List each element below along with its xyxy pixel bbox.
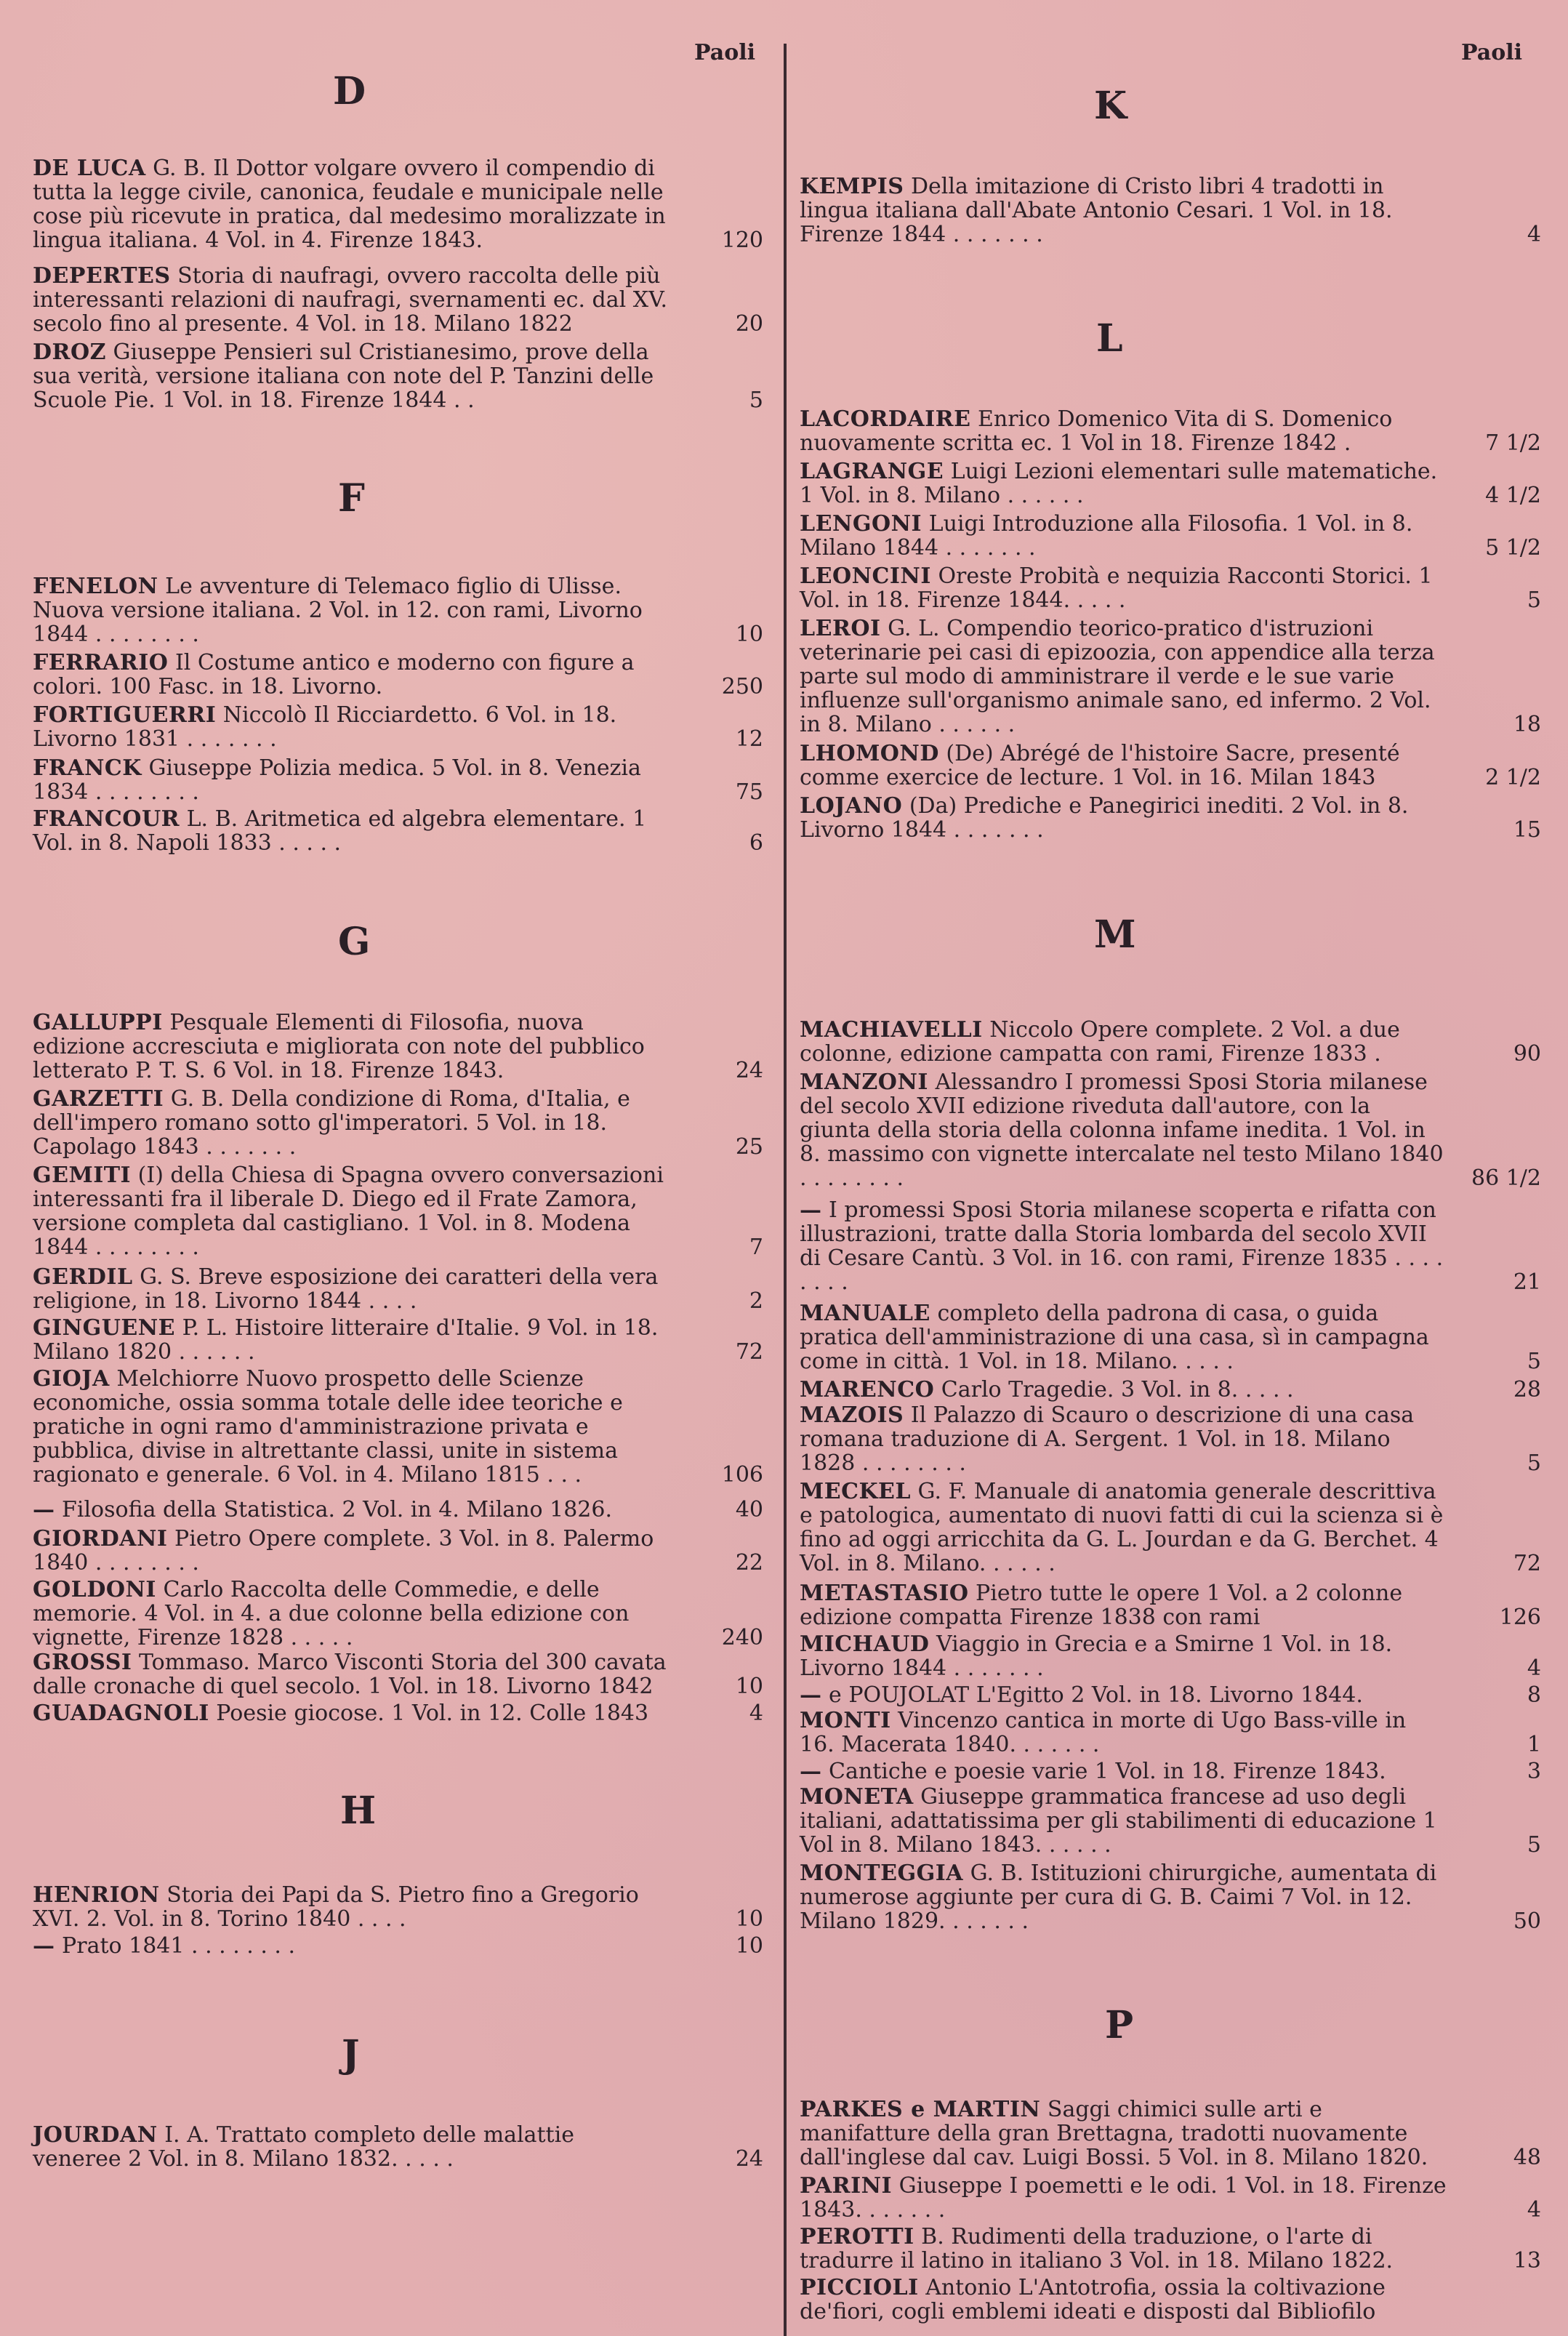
price-column-header: Paoli: [694, 40, 755, 65]
catalog-entry: MICHAUD Viaggio in Grecia e a Smirne 1 Vol. in 18. Livorno 1844 . . . . . . . 4: [800, 1631, 1541, 1681]
catalog-entry: MECKEL G. F. Manuale di anatomia generale descrittiva e patologica, aumentato di nuovi fatti di cui la scienza si è fino ad oggi arricchita da G. L. Jourdan e da G. Berchet. 4 Vol. in 8. Milano. . . . . . 72: [800, 1479, 1541, 1576]
catalog-entry: GINGUENE P. L. Histoire litteraire d'Italie. 9 Vol. in 18. Milano 1820 . . . . . . 72: [33, 1315, 763, 1365]
catalog-entry: — Cantiche e poesie varie 1 Vol. in 18. Firenze 1843. 3: [800, 1759, 1541, 1784]
catalog-entry: — Prato 1841 . . . . . . . . 10: [33, 1933, 763, 1959]
catalog-entry: GEMITI (I) della Chiesa di Spagna ovvero conversazioni interessanti fra il liberale D. Diego ed il Frate Zamora, versione completa dal castigliano. 1 Vol. in 8. Modena 1844 . . . . . . . . 7: [33, 1163, 763, 1260]
catalog-entry: DE LUCA G. B. Il Dottor volgare ovvero il compendio di tutta la legge civile, canonica, feudale e municipale nelle cose più ricevute in pratica, dal medesimo moralizzate in lingua italiana. 4 Vol. in 4. Firenze 1843. 120: [33, 156, 763, 253]
section-letter-l: L: [1096, 316, 1124, 361]
section-letter-g: G: [338, 920, 371, 964]
section-letter-d: D: [333, 69, 367, 113]
catalog-entry: PARKES e MARTIN Saggi chimici sulle arti e manifatture della gran Brettagna, tradotti nuovamente dall'inglese dal cav. Luigi Bossi. 5 Vol. in 8. Milano 1820. 48: [800, 2097, 1541, 2170]
catalog-entry: GUADAGNOLI Poesie giocose. 1 Vol. in 12. Colle 1843 4: [33, 1701, 763, 1726]
catalog-entry: MANZONI Alessandro I promessi Sposi Storia milanese del secolo XVII edizione riveduta dall'autore, con la giunta della storia della colonna infame inedita. 1 Vol. in 8. massimo con vignette intercalate nel testo Milano 1840 . . . . . . . . 86 1/2: [800, 1069, 1541, 1191]
catalog-entry: MAZOIS Il Palazzo di Scauro o descrizione di una casa romana traduzione di A. Sergent. 1 Vol. in 18. Milano 1828 . . . . . . . . 5: [800, 1402, 1541, 1476]
catalog-entry: GIOJA Melchiorre Nuovo prospetto delle Scienze economiche, ossia somma totale delle idee teoriche e pratiche in ogni ramo d'amministrazione privata e pubblica, divise in altrettante classi, unite in sistema ragionato e generale. 6 Vol. in 4. Milano 1815 . . . 106: [33, 1366, 763, 1488]
catalog-entry: MARENCO Carlo Tragedie. 3 Vol. in 8. . . . . 28: [800, 1377, 1541, 1402]
section-letter-k: K: [1094, 84, 1128, 128]
catalog-entry: LACORDAIRE Enrico Domenico Vita di S. Domenico nuovamente scritta ec. 1 Vol in 18. Firenze 1842 . 7 1/2: [800, 406, 1541, 456]
catalog-entry: — I promessi Sposi Storia milanese scoperta e rifatta con illustrazioni, tratte dalla Storia lombarda del secolo XVII di Cesare Cantù. 3 Vol. in 16. con rami, Firenze 1835 . . . . . . . . 21: [800, 1197, 1541, 1295]
catalog-entry: MONTEGGIA G. B. Istituzioni chirurgiche, aumentata di numerose aggiunte per cura di G. B. Caimi 7 Vol. in 12. Milano 1829. . . . . . . 50: [800, 1861, 1541, 1934]
catalog-entry: LAGRANGE Luigi Lezioni elementari sulle matematiche. 1 Vol. in 8. Milano . . . . . . 4 1/2: [800, 459, 1541, 508]
catalog-entry: METASTASIO Pietro tutte le opere 1 Vol. a 2 colonne edizione compatta Firenze 1838 con rami 126: [800, 1581, 1541, 1630]
catalog-entry: MACHIAVELLI Niccolo Opere complete. 2 Vol. a due colonne, edizione campatta con rami, Firenze 1833 . 90: [800, 1017, 1541, 1067]
catalog-entry: MONTI Vincenzo cantica in morte di Ugo Bass-ville in 16. Macerata 1840. . . . . . . 1: [800, 1708, 1541, 1757]
catalog-entry: GIORDANI Pietro Opere complete. 3 Vol. in 8. Palermo 1840 . . . . . . . . 22: [33, 1526, 763, 1576]
catalog-entry: GROSSI Tommaso. Marco Visconti Storia del 300 cavata dalle cronache di quel secolo. 1 Vol. in 18. Livorno 1842 10: [33, 1650, 763, 1699]
catalog-entry: LOJANO (Da) Prediche e Panegirici inediti. 2 Vol. in 8. Livorno 1844 . . . . . . . 15: [800, 793, 1541, 843]
catalog-entry: GARZETTI G. B. Della condizione di Roma, d'Italia, e dell'impero romano sotto gl'imperatori. 5 Vol. in 18. Capolago 1843 . . . . . . . 25: [33, 1086, 763, 1160]
catalog-entry: JOURDAN I. A. Trattato completo delle malattie veneree 2 Vol. in 8. Milano 1832. . . . . 24: [33, 2122, 763, 2172]
section-letter-j: J: [342, 2032, 361, 2076]
catalog-entry: — Filosofia della Statistica. 2 Vol. in 4. Milano 1826. 40: [33, 1497, 763, 1522]
catalog-entry: LEROI G. L. Compendio teorico-pratico d'istruzioni veterinarie pei casi di epizoozia, con appendice alla terza parte sul modo di amministrare il verde e le sue varie influenze sull'organismo animale sano, ed infermo. 2 Vol. in 8. Milano . . . . . . 18: [800, 616, 1541, 737]
column-divider: [784, 44, 787, 2336]
catalog-entry: LHOMOND (De) Abrégé de l'histoire Sacre, presenté comme exercice de lecture. 1 Vol. in 16. Milan 1843 2 1/2: [800, 741, 1541, 790]
catalog-entry: DEPERTES Storia di naufragi, ovvero raccolta delle più interessanti relazioni di naufragi, svernamenti ec. dal XV. secolo fino al presente. 4 Vol. in 18. Milano 1822 20: [33, 263, 763, 337]
catalog-entry: MONETA Giuseppe grammatica francese ad uso degli italiani, adattatissima per gli stabilimenti di educazione 1 Vol in 8. Milano 1843. . . . . . 5: [800, 1784, 1541, 1858]
catalog-entry: MANUALE completo della padrona di casa, o guida pratica dell'amministrazione di una casa, sì in campagna come in città. 1 Vol. in 18. Milano. . . . . 5: [800, 1301, 1541, 1374]
catalog-entry: FORTIGUERRI Niccolò Il Ricciardetto. 6 Vol. in 18. Livorno 1831 . . . . . . . 12: [33, 702, 763, 752]
catalog-entry: HENRION Storia dei Papi da S. Pietro fino a Gregorio XVI. 2. Vol. in 8. Torino 1840 . . . . 10: [33, 1882, 763, 1932]
catalog-entry: LENGONI Luigi Introduzione alla Filosofia. 1 Vol. in 8. Milano 1844 . . . . . . . 5 1/2: [800, 511, 1541, 561]
catalog-entry: FRANCOUR L. B. Aritmetica ed algebra elementare. 1 Vol. in 8. Napoli 1833 . . . . . 6: [33, 806, 763, 856]
catalog-entry: PEROTTI B. Rudimenti della traduzione, o l'arte di tradurre il latino in italiano 3 Vol. in 18. Milano 1822. 13: [800, 2224, 1541, 2273]
catalog-entry: GALLUPPI Pesquale Elementi di Filosofia, nuova edizione accresciuta e migliorata con note del pubblico letterato P. T. S. 6 Vol. in 18. Firenze 1843. 24: [33, 1010, 763, 1083]
catalog-entry: LEONCINI Oreste Probità e nequizia Racconti Storici. 1 Vol. in 18. Firenze 1844. . . . . 5: [800, 563, 1541, 613]
catalog-entry: FENELON Le avventure di Telemaco figlio di Ulisse. Nuova versione italiana. 2 Vol. in 12. con rami, Livorno 1844 . . . . . . . . 10: [33, 574, 763, 647]
section-letter-p: P: [1105, 2003, 1135, 2047]
section-letter-f: F: [338, 476, 366, 521]
catalog-entry: KEMPIS Della imitazione di Cristo libri 4 tradotti in lingua italiana dall'Abate Antonio Cesari. 1 Vol. in 18. Firenze 1844 . . . . . . . 4: [800, 174, 1541, 247]
catalog-entry: FERRARIO Il Costume antico e moderno con figure a colori. 100 Fasc. in 18. Livorno. 250: [33, 650, 763, 699]
catalog-entry: DROZ Giuseppe Pensieri sul Cristianesimo, prove della sua verità, versione italiana con note del P. Tanzini delle Scuole Pie. 1 Vol. in 18. Firenze 1844 . . 5: [33, 340, 763, 413]
catalog-entry: GOLDONI Carlo Raccolta delle Commedie, e delle memorie. 4 Vol. in 4. a due colonne bella edizione con vignette, Firenze 1828 . . . . . 240: [33, 1577, 763, 1650]
catalog-entry: PICCIOLI Antonio L'Antotrofia, ossia la coltivazione de'fiori, cogli emblemi ideati e disposti dal Bibliofilo: [800, 2275, 1386, 2324]
catalog-entry: PARINI Giuseppe I poemetti e le odi. 1 Vol. in 18. Firenze 1843. . . . . . . 4: [800, 2173, 1541, 2223]
catalog-entry: FRANCK Giuseppe Polizia medica. 5 Vol. in 8. Venezia 1834 . . . . . . . . 75: [33, 755, 763, 805]
catalog-entry: GERDIL G. S. Breve esposizione dei caratteri della vera religione, in 18. Livorno 1844 . . . . 2: [33, 1264, 763, 1314]
section-letter-m: M: [1094, 912, 1137, 957]
catalog-entry: — e POUJOLAT L'Egitto 2 Vol. in 18. Livorno 1844. 8: [800, 1682, 1541, 1708]
price-column-header: Paoli: [1461, 40, 1522, 65]
section-letter-h: H: [340, 1789, 377, 1833]
